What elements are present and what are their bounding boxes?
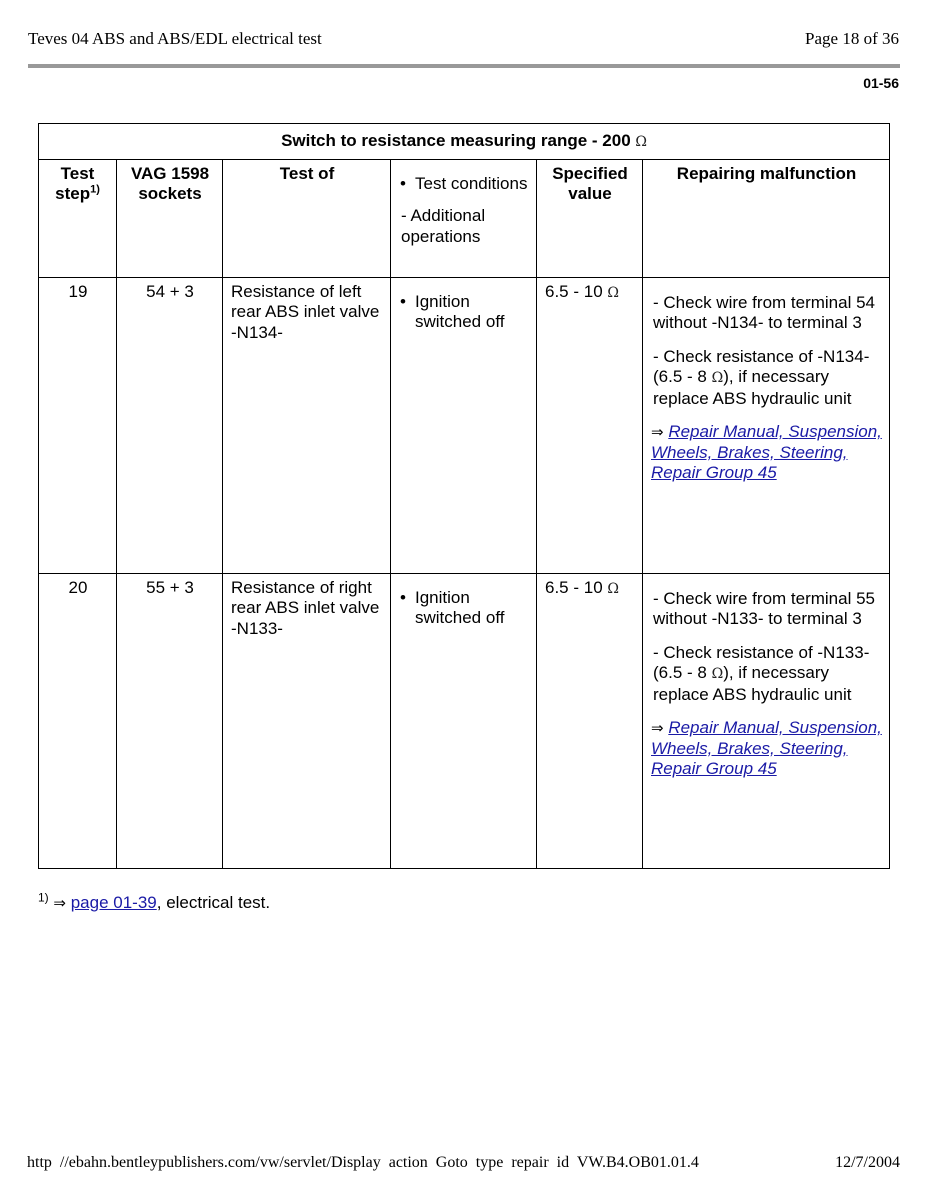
page-number: Page 18 of 36 — [805, 29, 899, 48]
header-repair: Repairing malfunction — [643, 159, 890, 277]
ohm-symbol: Ω — [711, 370, 724, 386]
header-conditions-label: Test conditions — [415, 173, 528, 193]
test-of-cell: Resistance of left rear ABS inlet valve -N134- — [223, 277, 391, 573]
repair-manual-link[interactable]: Repair Manual, Suspension, Wheels, Brakes, Steering, Repair Group 45 — [651, 422, 882, 482]
sockets-cell: 54 + 3 — [117, 277, 223, 573]
spec-value: 6.5 - 10 — [545, 577, 603, 597]
footnote-text: , electrical test. — [156, 893, 271, 912]
repair-manual-link[interactable]: Repair Manual, Suspension, Wheels, Brakes, Steering, Repair Group 45 — [651, 718, 882, 778]
document-title: Teves 04 ABS and ABS/EDL electrical test — [28, 29, 322, 48]
print-date: 12/7/2004 — [835, 1154, 900, 1171]
ohm-symbol: Ω — [711, 666, 724, 682]
spec-cell — [537, 277, 643, 573]
header-test-step-label: Test step — [55, 163, 95, 203]
repair-cell — [643, 277, 890, 573]
repair-check-wire: - Check wire from terminal 55 without -N133- to terminal 3 — [653, 588, 876, 628]
footnote-marker: 1) — [90, 183, 100, 196]
condition-cell — [391, 277, 537, 573]
header-sockets: VAG 1598 sockets — [117, 159, 223, 277]
repair-check-resistance — [651, 643, 882, 706]
condition-text: Ignition switched off — [415, 587, 505, 627]
step-cell: 20 — [39, 573, 117, 868]
test-of-cell: Resistance of right rear ABS inlet valve -N133- — [223, 573, 391, 868]
spec-value: 6.5 - 10 — [545, 281, 603, 301]
header-conditions — [391, 159, 537, 277]
bullet-icon: • — [400, 173, 406, 193]
right-arrow-icon: ⇒ — [53, 894, 66, 912]
caption-text: Switch to resistance measuring range - 200 — [281, 131, 631, 150]
check-resistance-text: - Check resistance of -N134- (6.5 - 8 — [653, 346, 870, 386]
source-url: http //ebahn.bentleypublishers.com/vw/servlet/Display action Goto type repair id VW.B4.OB01.01.4 — [27, 1154, 699, 1171]
spec-cell — [537, 573, 643, 868]
bullet-icon: • — [400, 291, 406, 311]
ohm-symbol: Ω — [635, 134, 647, 150]
page-reference-link[interactable]: page 01-39 — [70, 893, 157, 912]
footnote — [38, 890, 271, 913]
ohm-symbol: Ω — [607, 580, 619, 597]
header-additional: - Additional operations — [401, 206, 486, 246]
check-resistance-text-end: ), if necessary replace ABS hydraulic unit — [653, 663, 852, 704]
repair-reference — [651, 422, 882, 484]
step-cell: 19 — [39, 277, 117, 573]
header-divider — [28, 64, 900, 68]
table-caption-row — [39, 124, 890, 160]
repair-cell — [643, 573, 890, 868]
section-code: 01-56 — [863, 75, 899, 91]
repair-check-wire: - Check wire from terminal 54 without -N134- to terminal 3 — [653, 292, 876, 332]
condition-text: Ignition switched off — [415, 291, 505, 331]
table-row — [39, 573, 890, 868]
right-arrow-icon: ⇒ — [651, 719, 664, 737]
check-resistance-text: - Check resistance of -N133- (6.5 - 8 — [653, 642, 870, 682]
right-arrow-icon: ⇒ — [651, 423, 664, 441]
condition-cell — [391, 573, 537, 868]
table-caption — [39, 124, 890, 160]
bullet-icon: • — [400, 587, 406, 607]
sockets-cell: 55 + 3 — [117, 573, 223, 868]
repair-check-resistance — [651, 347, 882, 410]
table-row — [39, 277, 890, 573]
table-header-row — [39, 159, 890, 277]
header-specified: Specified value — [537, 159, 643, 277]
check-resistance-text-end: ), if necessary replace ABS hydraulic unit — [653, 367, 852, 408]
footnote-marker: 1) — [38, 890, 49, 905]
repair-reference — [651, 718, 882, 780]
ohm-symbol: Ω — [607, 284, 619, 301]
header-test-of: Test of — [223, 159, 391, 277]
test-table — [38, 123, 890, 869]
header-test-step — [39, 159, 117, 277]
